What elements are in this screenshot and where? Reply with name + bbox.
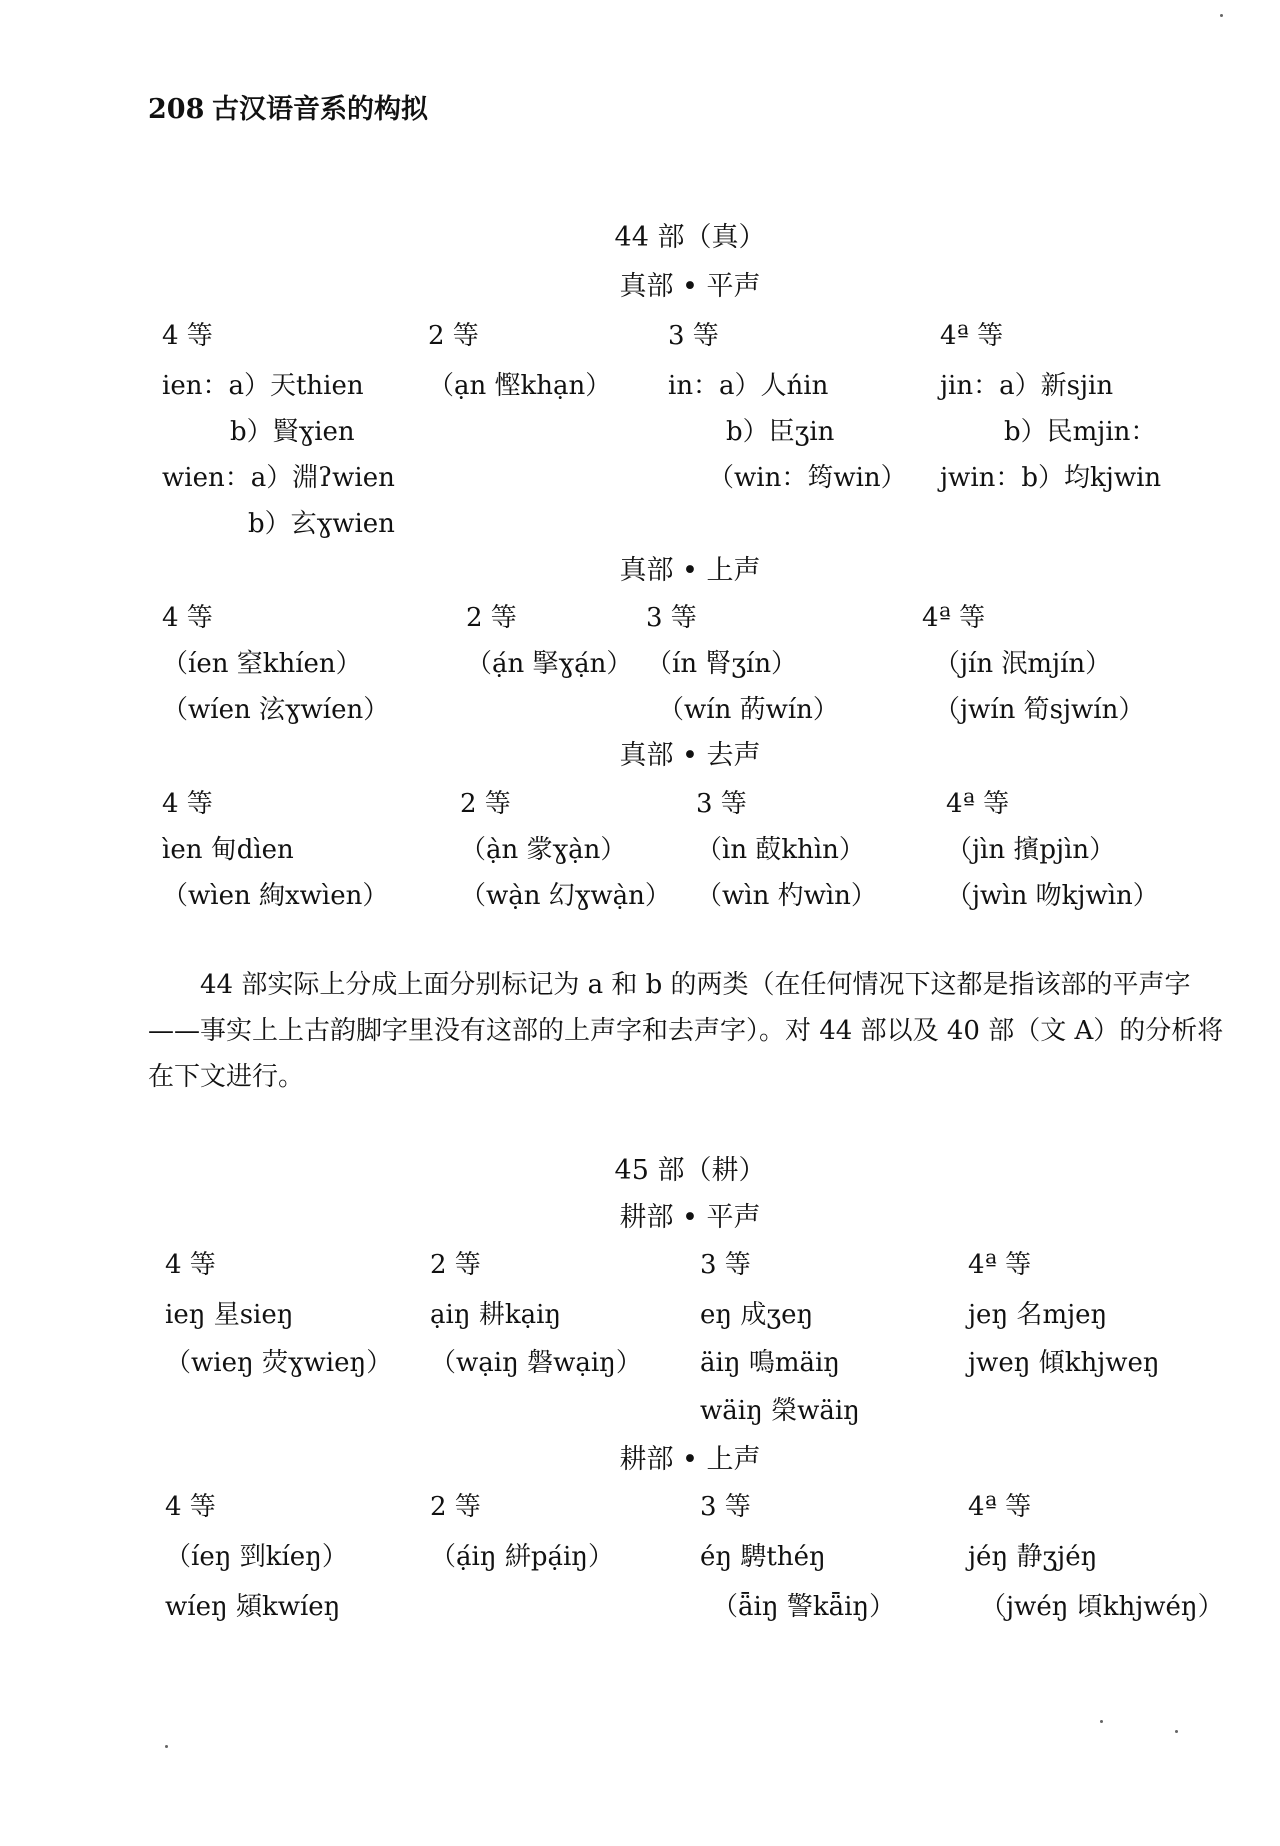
scan-speck xyxy=(1100,1720,1103,1723)
section-45-shang-heading: 耕部 • 上声 xyxy=(619,1444,761,1475)
entry: éŋ 騁théŋ xyxy=(700,1542,826,1572)
entry: jweŋ 傾khjweŋ xyxy=(968,1348,1160,1378)
running-title: 古汉语音系的构拟 xyxy=(212,94,428,125)
entry: （wìen 絢xwìen） xyxy=(162,881,389,911)
scan-speck xyxy=(1175,1730,1178,1733)
section-44-ping-heading: 真部 • 平声 xyxy=(619,271,761,302)
grade-3-label: 3 等 xyxy=(700,1250,751,1280)
entry: （ìn 菣khìn） xyxy=(696,835,865,865)
grade-2-label: 2 等 xyxy=(466,603,517,633)
entry: （wạ̀n 幻ɣwạ̀n） xyxy=(460,881,671,911)
grade-3-label: 3 等 xyxy=(700,1492,751,1522)
grade-2-label: 2 等 xyxy=(430,1492,481,1522)
entry: （ạ́n 掔ɣạ́n） xyxy=(466,649,633,679)
entry: （wìn 杓wìn） xyxy=(696,881,877,911)
scan-speck xyxy=(1220,14,1223,17)
grade-4a-label: 4ª 等 xyxy=(922,603,986,633)
section-45-title: 45 部（耕） xyxy=(614,1155,766,1186)
entry: b）民mjin： xyxy=(1004,417,1157,447)
entry: （jwín 筍sjwín） xyxy=(934,695,1145,725)
grade-3-label: 3 等 xyxy=(646,603,697,633)
entry: ien：a）天thien xyxy=(162,371,364,401)
entry: （ạ́iŋ 絣pạ́iŋ） xyxy=(430,1542,615,1572)
entry: （wíen 泫ɣwíen） xyxy=(162,695,390,725)
entry: ìen 甸dìen xyxy=(162,835,294,865)
entry: jeŋ 名mjeŋ xyxy=(968,1300,1108,1330)
grade-2-label: 2 等 xyxy=(460,789,511,819)
entry: （íen 窒khíen） xyxy=(162,649,362,679)
grade-4-label: 4 等 xyxy=(162,321,213,351)
entry: （jìn 擯pjìn） xyxy=(946,835,1116,865)
grade-4-label: 4 等 xyxy=(162,603,213,633)
entry: jwin：b）均kjwin xyxy=(940,463,1162,493)
grade-4a-label: 4ª 等 xyxy=(946,789,1010,819)
scan-speck xyxy=(165,1745,168,1748)
section-44-title: 44 部（真） xyxy=(614,222,766,253)
paragraph-text: 44 部实际上分成上面分别标记为 a 和 b 的两类（在任何情况下这都是指该部的平声字——事实上上古韵脚字里没有这部的上声字和去声字）。对 44 部以及 40 部（文 A）的分析将在下文进行。 xyxy=(148,970,1224,1092)
entry: （wạiŋ 磐wạiŋ） xyxy=(430,1348,642,1378)
grade-4-label: 4 等 xyxy=(165,1250,216,1280)
grade-4a-label: 4ª 等 xyxy=(968,1250,1032,1280)
entry: ạiŋ 耕kạiŋ xyxy=(430,1300,562,1330)
section-44-qu-heading: 真部 • 去声 xyxy=(619,740,761,771)
entry: jin：a）新sjin xyxy=(940,371,1114,401)
page-number: 208 xyxy=(148,94,205,125)
entry: äiŋ 鳴mäiŋ xyxy=(700,1348,841,1378)
entry: ieŋ 星sieŋ xyxy=(165,1300,294,1330)
body-paragraph xyxy=(148,962,1238,1100)
entry: jéŋ 静ʒjéŋ xyxy=(968,1542,1098,1572)
entry: wien：a）淵ʔwien xyxy=(162,463,395,493)
entry: （ạ̀n 䝉ɣạ̀n） xyxy=(460,835,627,865)
section-45-ping-heading: 耕部 • 平声 xyxy=(619,1202,761,1233)
entry: b）賢ɣien xyxy=(230,417,355,447)
entry: （wieŋ 荧ɣwieŋ） xyxy=(165,1348,393,1378)
entry: （win：筠win） xyxy=(708,463,907,493)
entry: （jwéŋ 頃khjwéŋ） xyxy=(980,1592,1224,1622)
entry: b）玄ɣwien xyxy=(248,509,395,539)
entry: b）臣ʒin xyxy=(726,417,835,447)
grade-4-label: 4 等 xyxy=(165,1492,216,1522)
section-44-shang-heading: 真部 • 上声 xyxy=(619,555,761,586)
entry: wíeŋ 熲kwíeŋ xyxy=(165,1592,341,1622)
entry: （wín 菂wín） xyxy=(658,695,839,725)
entry: （jín 泯mjín） xyxy=(934,649,1112,679)
entry: （ín 腎ʒín） xyxy=(646,649,798,679)
grade-2-label: 2 等 xyxy=(428,321,479,351)
entry: eŋ 成ʒeŋ xyxy=(700,1300,814,1330)
grade-4a-label: 4ª 等 xyxy=(968,1492,1032,1522)
grade-4-label: 4 等 xyxy=(162,789,213,819)
grade-2-label: 2 等 xyxy=(430,1250,481,1280)
entry: （ǟiŋ 警kǟiŋ） xyxy=(712,1592,896,1622)
grade-3-label: 3 等 xyxy=(668,321,719,351)
entry: wäiŋ 榮wäiŋ xyxy=(700,1396,860,1426)
entry: （íeŋ 剄kíeŋ） xyxy=(165,1542,348,1572)
entry: in：a）人ńin xyxy=(668,371,829,401)
grade-4a-label: 4ª 等 xyxy=(940,321,1004,351)
entry: （ạn 慳khạn） xyxy=(428,371,612,401)
entry: （jwìn 吻kjwìn） xyxy=(946,881,1159,911)
grade-3-label: 3 等 xyxy=(696,789,747,819)
